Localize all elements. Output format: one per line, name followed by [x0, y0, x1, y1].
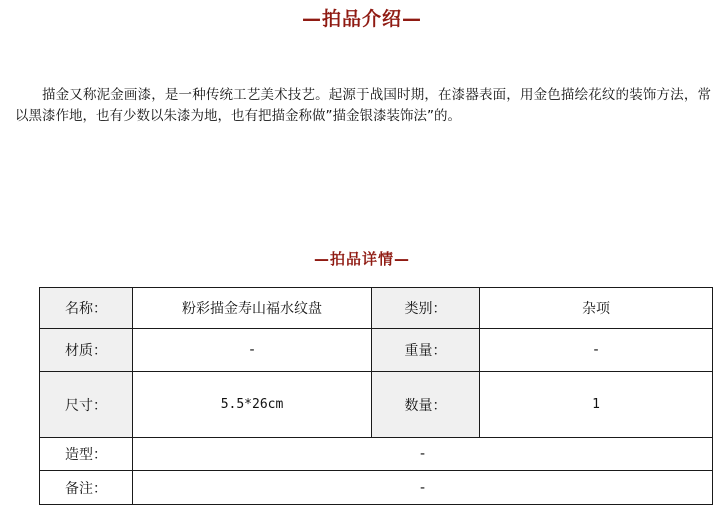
quantity-label: 数量：: [372, 372, 480, 438]
material-value: -: [133, 329, 372, 372]
details-section-title: —拍品详情—: [313, 250, 410, 268]
category-value: 杂项: [480, 288, 713, 329]
weight-label: 重量：: [372, 329, 480, 372]
category-label: 类别：: [372, 288, 480, 329]
name-value: 粉彩描金寿山福水纹盘: [133, 288, 372, 329]
table-row: [40, 329, 713, 372]
table-row: [40, 438, 713, 471]
intro-description: 描金又称泥金画漆，是一种传统工艺美术技艺。起源于战国时期，在漆器表面，用金色描绘花纹的装饰方法，常以黑漆作地，也有少数以朱漆为地，也有把描金称做”描金银漆装饰法”的。: [15, 87, 711, 124]
shape-value: -: [133, 438, 713, 471]
remark-label: 备注：: [40, 471, 133, 505]
quantity-value: 1: [480, 372, 713, 438]
size-value: 5.5*26cm: [133, 372, 372, 438]
table-row: [40, 288, 713, 329]
lot-details-table: [39, 287, 713, 505]
shape-label: 造型：: [40, 438, 133, 471]
material-label: 材质：: [40, 329, 133, 372]
table-row: [40, 372, 713, 438]
weight-value: -: [480, 329, 713, 372]
name-label: 名称：: [40, 288, 133, 329]
remark-value: -: [133, 471, 713, 505]
intro-section-title: —拍品介绍—: [301, 8, 422, 30]
table-row: [40, 471, 713, 505]
size-label: 尺寸：: [40, 372, 133, 438]
